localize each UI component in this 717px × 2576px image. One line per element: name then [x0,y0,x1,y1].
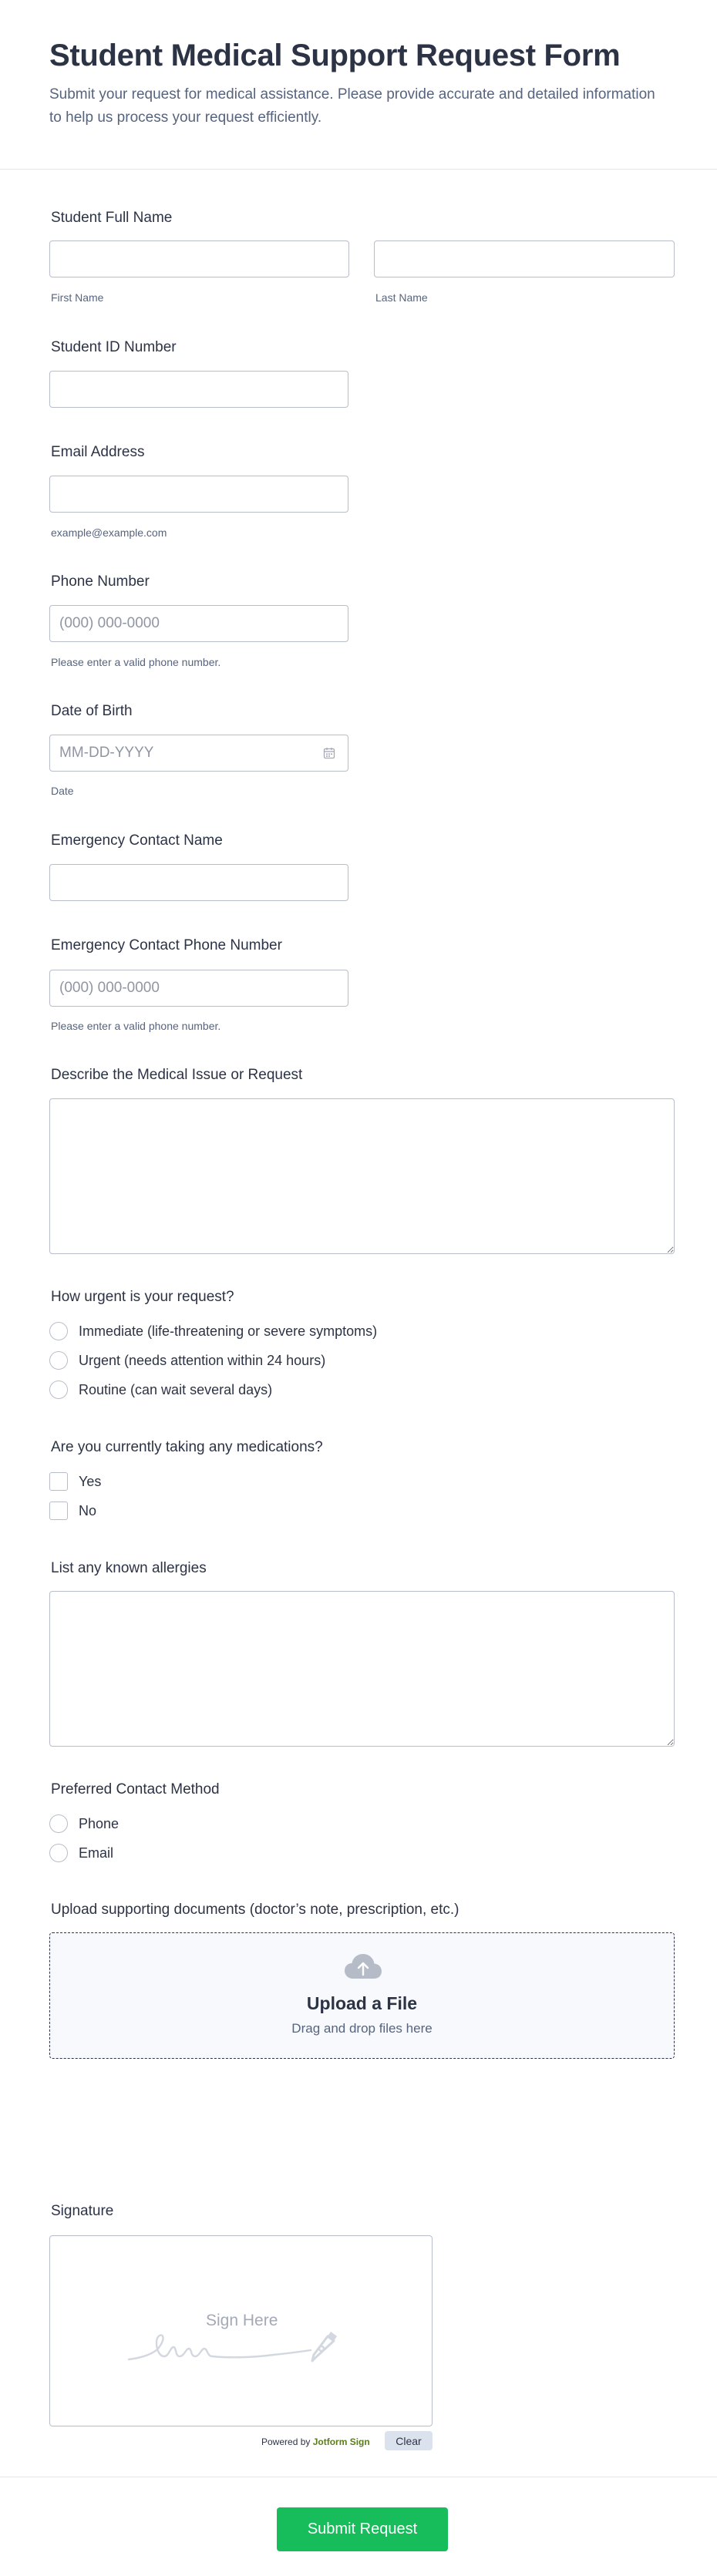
email-input[interactable] [49,476,348,513]
powered-by [261,2436,370,2447]
radio-button[interactable] [49,1380,68,1399]
dob-sublabel: Date [51,785,74,797]
phone-input[interactable] [49,605,348,642]
emergency-phone-label: Emergency Contact Phone Number [51,937,282,953]
checkbox[interactable] [49,1502,68,1520]
radio-button[interactable] [49,1351,68,1370]
medications-label: Are you currently taking any medications? [51,1439,323,1455]
signature-pad[interactable] [49,2235,433,2426]
signature-placeholder: Sign Here [206,2312,278,2329]
option-label: No [79,1502,97,1518]
last-name-sublabel: Last Name [375,291,428,304]
allergies-label: List any known allergies [51,1560,207,1576]
first-name-input[interactable] [49,240,349,277]
checkbox[interactable] [49,1472,68,1491]
upload-label: Upload supporting documents (doctor’s note, prescription, etc.) [51,1902,459,1918]
powered-prefix: Powered by [261,2436,311,2447]
radio-button[interactable] [49,1844,68,1862]
allergies-textarea[interactable] [49,1591,675,1747]
last-name-input[interactable] [374,240,675,277]
contact-option-email[interactable] [49,1842,113,1864]
issue-textarea[interactable] [49,1098,675,1254]
first-name-sublabel: First Name [51,291,104,304]
emergency-phone-input[interactable] [49,970,348,1007]
medications-option-yes[interactable] [49,1471,101,1492]
email-sublabel: example@example.com [51,526,167,539]
student-id-label: Student ID Number [51,339,177,355]
urgency-option-immediate[interactable] [49,1320,377,1342]
pen-icon [312,2332,337,2361]
medications-option-no[interactable] [49,1500,96,1522]
email-label: Email Address [51,444,145,460]
powered-brand: Jotform Sign [312,2436,370,2447]
file-upload-dropzone[interactable] [49,1932,675,2059]
dob-input[interactable] [49,735,348,772]
upload-title: Upload a File [306,1993,418,2013]
phone-sublabel: Please enter a valid phone number. [51,656,221,668]
student-id-input[interactable] [49,371,348,408]
upload-subtitle: Drag and drop files here [291,2021,433,2036]
form-header [0,0,717,170]
emergency-name-label: Emergency Contact Name [51,832,223,849]
dob-label: Date of Birth [51,703,133,719]
option-label: Urgent (needs attention within 24 hours) [79,1352,326,1368]
option-label: Yes [79,1473,102,1489]
urgency-label: How urgent is your request? [51,1289,234,1305]
issue-label: Describe the Medical Issue or Request [51,1067,303,1083]
form-title: Student Medical Support Request Form [49,39,621,72]
contact-method-label: Preferred Contact Method [51,1781,220,1797]
contact-option-phone[interactable] [49,1813,119,1834]
signature-label: Signature [51,2203,114,2219]
emergency-phone-sublabel: Please enter a valid phone number. [51,1020,221,1032]
emergency-name-input[interactable] [49,864,348,901]
urgency-option-urgent[interactable] [49,1350,325,1371]
urgency-option-routine[interactable] [49,1379,272,1401]
radio-button[interactable] [49,1322,68,1340]
submit-button[interactable]: Submit Request [277,2507,448,2551]
full-name-label: Student Full Name [51,210,173,226]
clear-signature-button[interactable]: Clear [385,2431,433,2450]
cloud-upload-icon [344,1952,382,1980]
option-label: Immediate (life-threatening or severe symptoms) [79,1323,378,1339]
option-label: Email [79,1845,114,1861]
calendar-icon[interactable] [323,747,335,759]
phone-label: Phone Number [51,573,150,590]
form-subtitle: Submit your request for medical assistance. Please provide accurate and detailed information to help us process your request efficiently. [49,86,655,126]
option-label: Routine (can wait several days) [79,1381,273,1397]
radio-button[interactable] [49,1814,68,1833]
option-label: Phone [79,1815,120,1831]
